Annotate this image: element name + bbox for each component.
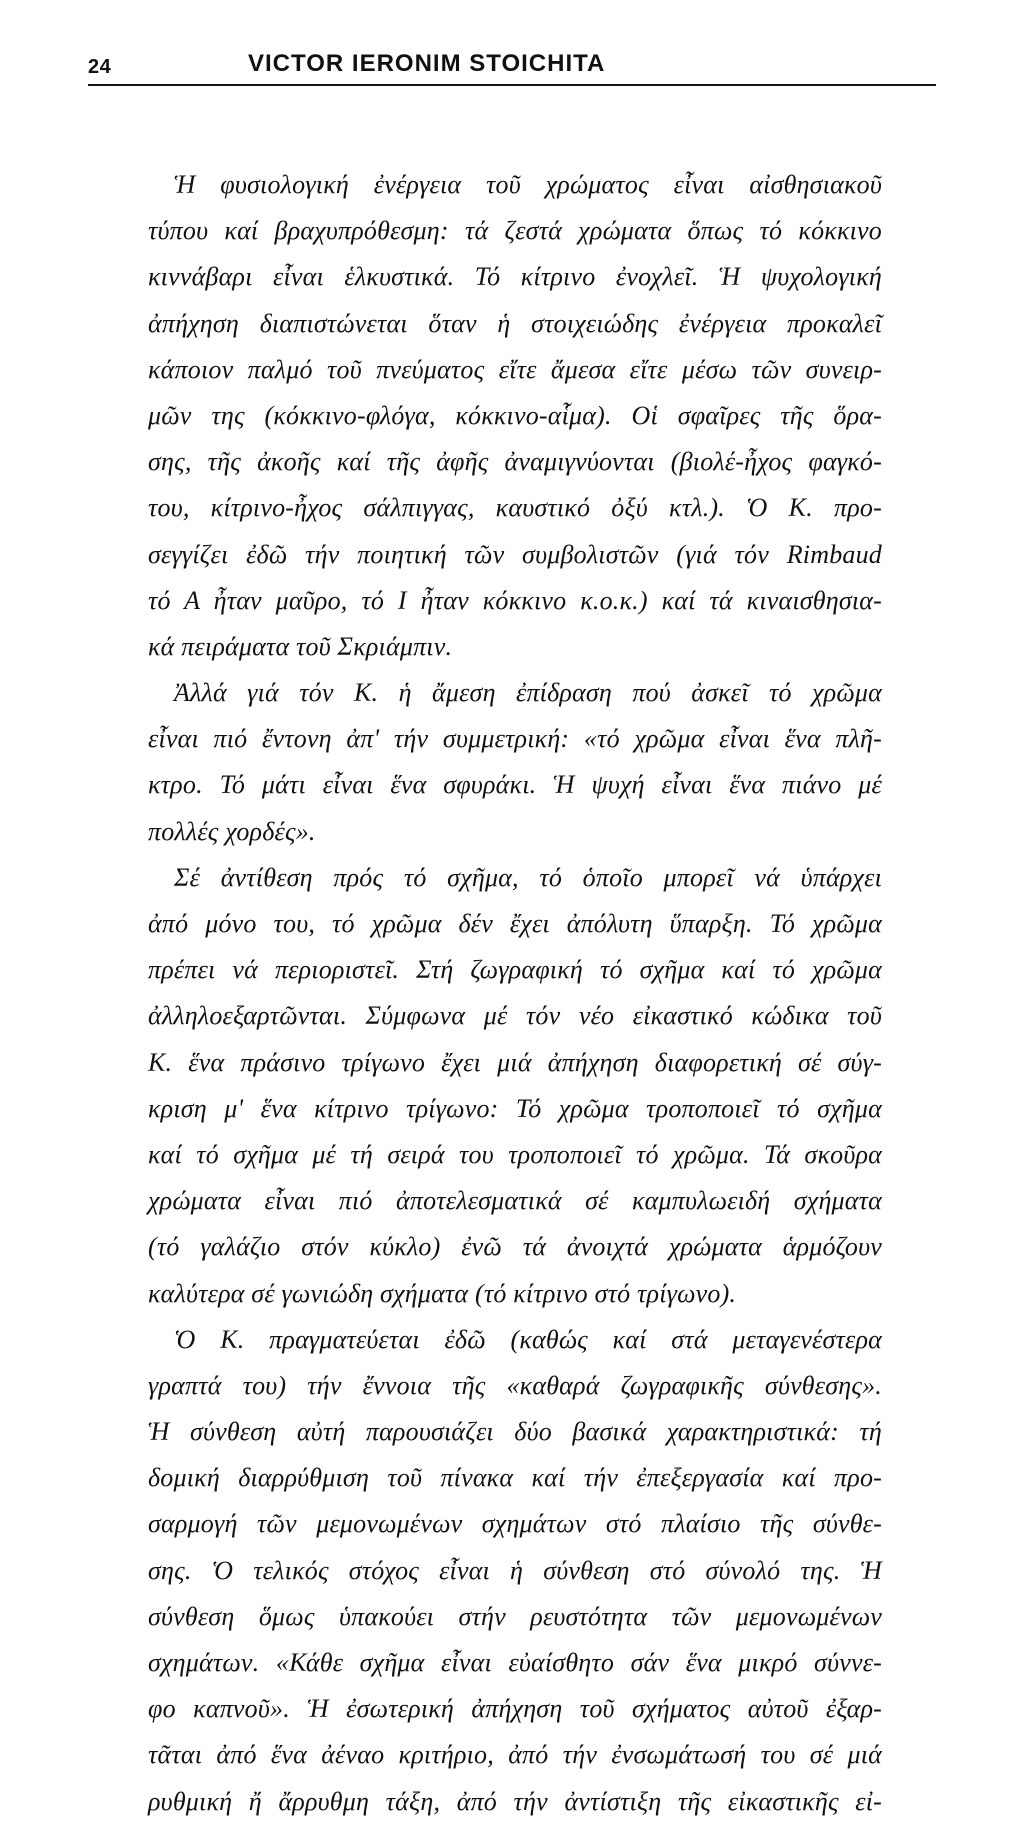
text-line: εἶναι πιό ἔντονη ἀπ' τήν συμμετρική: «τό χρῶμα εἶναι ἕνα πλῆ-: [148, 724, 882, 754]
text-line: σεγγίζει ἐδῶ τήν ποιητική τῶν συμβολιστῶν (γιά τόν Rimbaud: [148, 539, 882, 569]
text-line: κιννάβαρι εἶναι ἑλκυστικά. Τό κίτρινο ἐνοχλεῖ. Ἡ ψυχολογική: [148, 262, 882, 292]
text-line: Ὁ Κ. πραγματεύεται ἐδῶ (καθώς καί στά μεταγενέστερα: [174, 1324, 882, 1354]
text-line: δομική διαρρύθμιση τοῦ πίνακα καί τήν ἐπεξεργασία καί προ-: [148, 1463, 882, 1493]
text-line: κάποιον παλμό τοῦ πνεύματος εἴτε ἄμεσα εἴτε μέσω τῶν συνειρ-: [148, 354, 882, 384]
text-line: ἀπήχηση διαπιστώνεται ὅταν ἡ στοιχειώδης ἐνέργεια προκαλεῖ: [148, 308, 882, 338]
text-line: σχημάτων. «Κάθε σχῆμα εἶναι εὐαίσθητο σάν ἕνα μικρό σύννε-: [148, 1648, 882, 1677]
text-line: ἀπό μόνο του, τό χρῶμα δέν ἔχει ἀπόλυτη ὕπαρξη. Τό χρῶμα: [148, 909, 882, 938]
text-line: μῶν της (κόκκινο-φλόγα, κόκκινο-αἷμα). Οἱ σφαῖρες τῆς ὅρα-: [148, 400, 882, 430]
text-line: Ἀλλά γιά τόν Κ. ἡ ἄμεση ἐπίδραση πού ἀσκεῖ τό χρῶμα: [174, 678, 882, 708]
text-line: ἀλληλοεξαρτῶνται. Σύμφωνα μέ τόν νέο εἰκαστικό κώδικα τοῦ: [148, 1001, 882, 1031]
text-line: σης. Ὁ τελικός στόχος εἶναι ἡ σύνθεση στό σύνολό της. Ἡ: [148, 1555, 882, 1585]
running-head: [88, 50, 936, 86]
text-line: Ἡ φυσιολογική ἐνέργεια τοῦ χρώματος εἶναι αἰσθησιακοῦ: [174, 170, 882, 199]
running-title: VICTOR IERONIM STOICHITA: [248, 50, 606, 77]
text-line: κριση μ' ἕνα κίτρινο τρίγωνο: Τό χρῶμα τροποποιεῖ τό σχῆμα: [148, 1093, 882, 1123]
text-line: Ἡ σύνθεση αὐτή παρουσιάζει δύο βασικά χαρακτηριστικά: τή: [148, 1417, 882, 1447]
text-line: καί τό σχῆμα μέ τή σειρά του τροποποιεῖ τό χρῶμα. Τά σκοῦρα: [148, 1139, 882, 1169]
text-line: γραπτά του) τήν ἔννοια τῆς «καθαρά ζωγραφικῆς σύνθεσης».: [148, 1370, 882, 1400]
page-number: 24: [88, 56, 112, 78]
text-line: σαρμογή τῶν μεμονωμένων σχημάτων στό πλαίσιο τῆς σύνθε-: [148, 1509, 882, 1539]
text-line: σης, τῆς ἀκοῆς καί τῆς ἀφῆς ἀναμιγνύονται (βιολέ-ἦχος φαγκό-: [148, 447, 882, 477]
text-line: τύπου καί βραχυπρόθεσμη: τά ζεστά χρώματα ὅπως τό κόκκινο: [148, 216, 882, 246]
body-text: [148, 162, 882, 1825]
text-line: καλύτερα σέ γωνιώδη σχήματα (τό κίτρινο στό τρίγωνο).: [148, 1278, 737, 1308]
text-line: (τό γαλάζιο στόν κύκλο) ἐνῶ τά ἀνοιχτά χρώματα ἁρμόζουν: [148, 1232, 882, 1262]
text-line: πολλές χορδές».: [148, 816, 316, 846]
text-line: κά πειράματα τοῦ Σκριάμπιν.: [148, 631, 453, 661]
text-line: τό Α ἦταν μαῦρο, τό Ι ἦταν κόκκινο κ.ο.κ.) καί τά κιναισθησια-: [148, 585, 882, 615]
text-line: τᾶται ἀπό ἕνα ἀέναο κριτήριο, ἀπό τήν ἐνσωμάτωσή του σέ μιά: [148, 1740, 882, 1770]
text-line: χρώματα εἶναι πιό ἀποτελεσματικά σέ καμπυλωειδή σχήματα: [148, 1186, 882, 1216]
text-line: Σέ ἀντίθεση πρός τό σχῆμα, τό ὁποῖο μπορεῖ νά ὑπάρχει: [174, 862, 882, 892]
text-line: κτρο. Τό μάτι εἶναι ἕνα σφυράκι. Ἡ ψυχή εἶναι ἕνα πιάνο μέ: [148, 770, 882, 800]
text-line: ρυθμική ἤ ἄρρυθμη τάξη, ἀπό τήν ἀντίστιξη τῆς εἰκαστικῆς εἰ-: [148, 1786, 882, 1816]
text-line: πρέπει νά περιοριστεῖ. Στή ζωγραφική τό σχῆμα καί τό χρῶμα: [148, 955, 882, 985]
text-line: φο καπνοῦ». Ἡ ἐσωτερική ἀπήχηση τοῦ σχήματος αὐτοῦ ἐξαρ-: [148, 1694, 882, 1724]
text-line: Κ. ἕνα πράσινο τρίγωνο ἔχει μιά ἀπήχηση διαφορετική σέ σύγ-: [148, 1047, 882, 1077]
text-line: του, κίτρινο-ἦχος σάλπιγγας, καυστικό ὀξύ κτλ.). Ὁ Κ. προ-: [148, 493, 882, 523]
text-line: σύνθεση ὅμως ὑπακούει στήν ρευστότητα τῶν μεμονωμένων: [148, 1601, 882, 1631]
